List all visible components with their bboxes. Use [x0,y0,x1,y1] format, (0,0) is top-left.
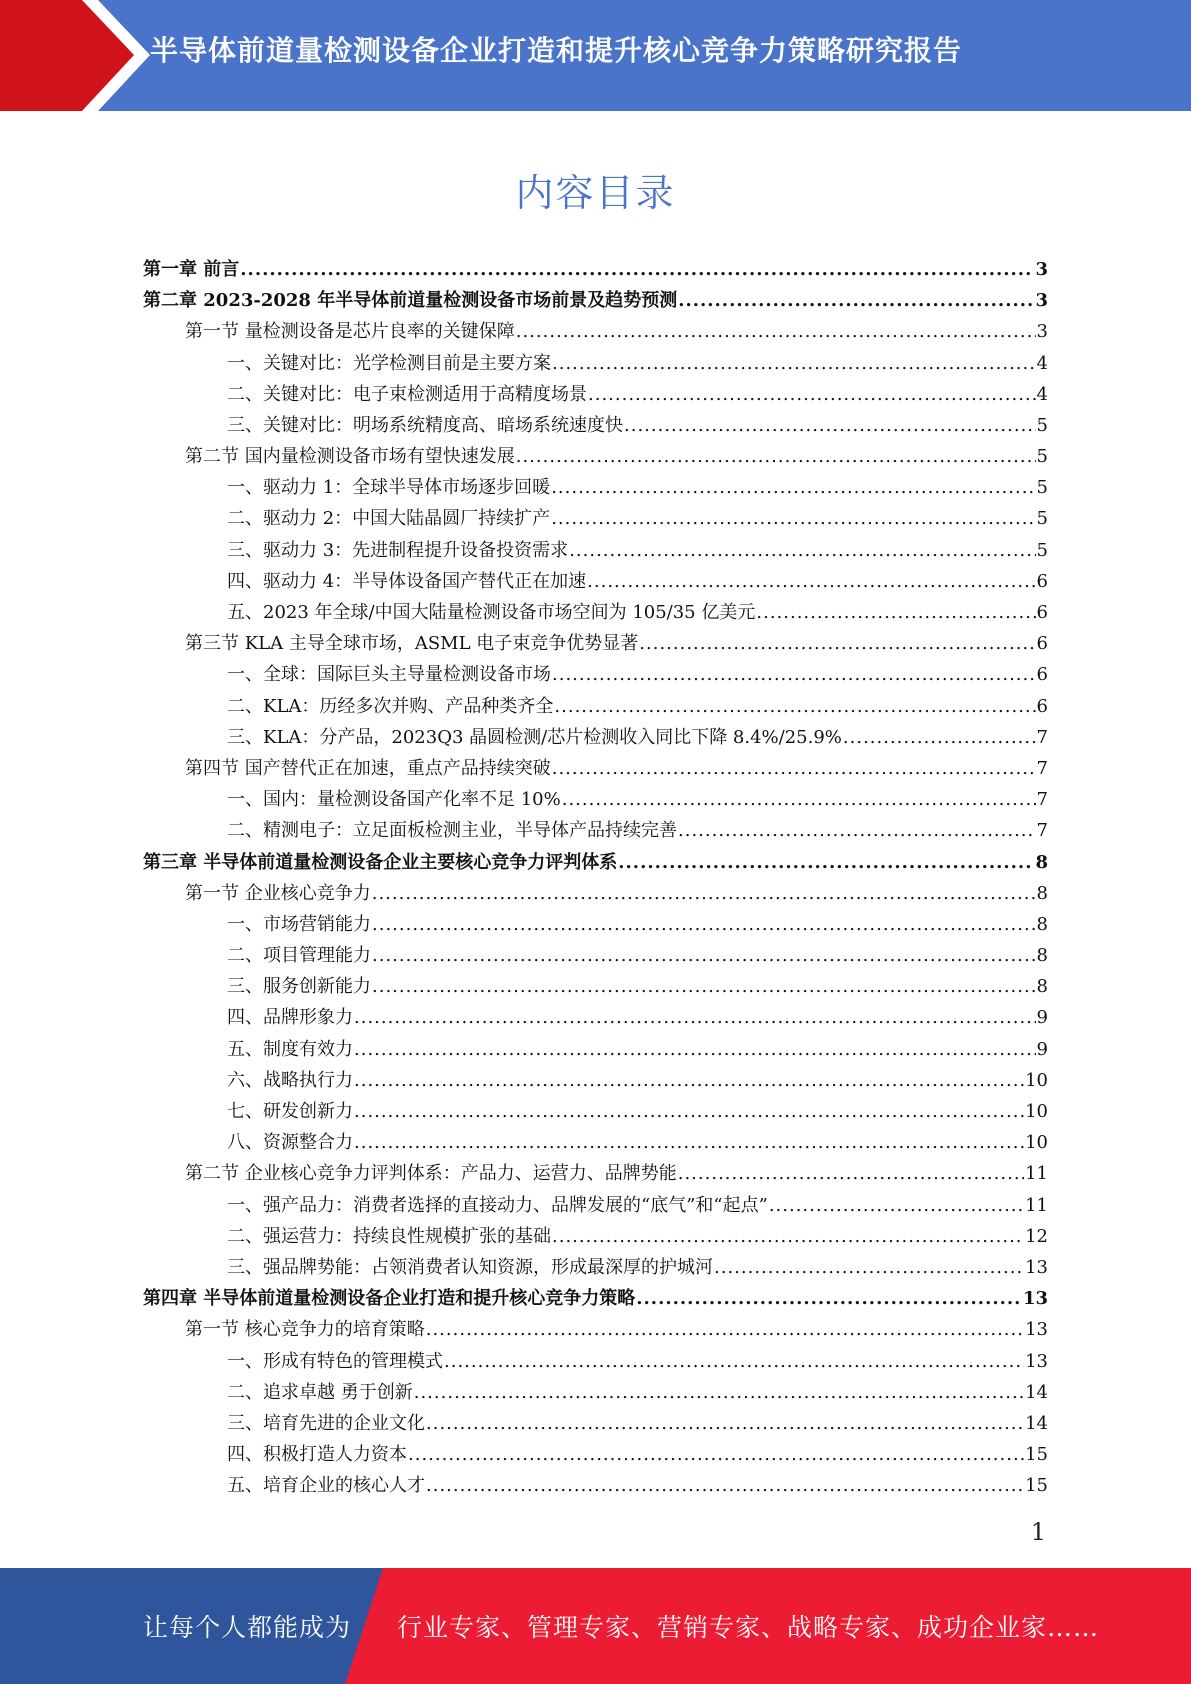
toc-dot-leader [354,1065,1024,1096]
toc-entry-label: 四、驱动力 4：半导体设备国产替代正在加速 [227,570,587,592]
toc-entry-page: 3 [1036,321,1048,343]
toc-entry-page: 10 [1025,1101,1048,1123]
toc-entry-page: 13 [1025,1319,1048,1341]
toc-entry[interactable] [143,1003,1048,1034]
toc-entry-page: 7 [1036,757,1048,779]
toc-entry[interactable] [143,909,1048,940]
toc-entry[interactable] [143,1346,1048,1377]
toc-entry-page: 5 [1036,539,1048,561]
toc-entry[interactable] [143,1034,1048,1065]
toc-dot-leader [843,722,1036,753]
toc-entry-page: 15 [1025,1444,1048,1466]
toc-entry-page: 14 [1025,1412,1048,1434]
toc-dot-leader [618,847,1034,878]
toc-entry-label: 二、KLA：历经多次并购、产品种类齐全 [227,695,554,717]
toc-dot-leader [552,348,1036,379]
toc-entry-page: 8 [1035,851,1048,873]
toc-entry-page: 12 [1025,1225,1048,1247]
toc-entry-page: 5 [1036,446,1048,468]
toc-entry-label: 第三节 KLA 主导全球市场，ASML 电子束竞争优势显著 [185,633,639,655]
toc-entry-page: 13 [1022,1288,1048,1310]
toc-entry-label: 三、强品牌势能：占领消费者认知资源，形成最深厚的护城河 [227,1256,713,1278]
toc-entry-page: 8 [1036,882,1048,904]
toc-entry[interactable] [143,597,1048,628]
toc-entry-label: 一、国内：量检测设备国产化率不足 10% [227,789,561,811]
toc-dot-leader [714,1252,1024,1283]
toc-dot-leader [426,1314,1024,1345]
toc-entry-label: 二、关键对比：电子束检测适用于高精度场景 [227,383,587,405]
toc-entry-page: 8 [1036,913,1048,935]
toc-entry-page: 6 [1036,602,1048,624]
toc-entry[interactable] [143,1065,1048,1096]
toc-entry[interactable] [143,1158,1048,1189]
toc-entry-label: 三、服务创新能力 [227,976,371,998]
toc-dot-leader [354,1034,1036,1065]
toc-entry[interactable] [143,815,1048,846]
toc-entry-page: 4 [1036,352,1048,374]
toc-entry-label: 一、关键对比：光学检测目前是主要方案 [227,352,551,374]
toc-entry[interactable] [143,504,1048,535]
toc-dot-leader [426,1408,1024,1439]
toc-entry[interactable] [143,285,1048,316]
toc-entry-page: 11 [1025,1194,1048,1216]
toc-heading: 内容目录 [515,171,676,215]
toc-dot-leader [372,909,1036,940]
toc-entry-label: 五、制度有效力 [227,1038,353,1060]
toc-entry[interactable] [143,316,1048,347]
toc-entry[interactable] [143,722,1048,753]
toc-entry-page: 13 [1025,1350,1048,1372]
toc-entry-label: 四、积极打造人力资本 [227,1444,407,1466]
toc-entry-label: 第三章 半导体前道量检测设备企业主要核心竞争力评判体系 [143,851,618,873]
toc-dot-leader [636,1283,1022,1314]
toc-entry-page: 11 [1025,1163,1048,1185]
toc-entry-page: 7 [1036,789,1048,811]
toc-entry-label: 第一章 前言 [143,258,240,280]
page-number: 1 [1030,1518,1046,1546]
toc-entry[interactable] [143,1096,1048,1127]
toc-entry[interactable] [143,254,1048,285]
report-title: 半导体前道量检测设备企业打造和提升核心竞争力策略研究报告 [150,34,963,67]
toc-entry-page: 8 [1036,976,1048,998]
toc-dot-leader [562,784,1036,815]
toc-entry-label: 第一节 核心竞争力的培育策略 [185,1319,425,1341]
footer-banner [0,1568,1191,1684]
toc-entry-page: 10 [1025,1069,1048,1091]
toc-entry-label: 二、强运营力：持续良性规模扩张的基础 [227,1225,551,1247]
toc-entry-label: 三、驱动力 3：先进制程提升设备投资需求 [227,539,569,561]
toc-entry-label: 第二节 企业核心竞争力评判体系：产品力、运营力、品牌势能 [185,1163,677,1185]
toc-dot-leader [552,753,1036,784]
toc-entry-label: 八、资源整合力 [227,1132,353,1154]
toc-entry[interactable] [143,691,1048,722]
toc-dot-leader [756,597,1035,628]
toc-entry[interactable] [143,1190,1048,1221]
toc-dot-leader [554,691,1035,722]
toc-dot-leader [678,815,1036,846]
toc-entry-page: 15 [1025,1475,1048,1497]
toc-entry-page: 13 [1025,1256,1048,1278]
toc-entry-label: 一、全球：国际巨头主导量检测设备市场 [227,664,551,686]
toc-entry[interactable] [143,348,1048,379]
toc-entry[interactable] [143,878,1048,909]
toc-entry-label: 第四节 国产替代正在加速，重点产品持续突破 [185,757,551,779]
toc-dot-leader [426,1470,1024,1501]
toc-entry[interactable] [143,784,1048,815]
toc-dot-leader [444,1346,1024,1377]
toc-entry-page: 7 [1036,820,1048,842]
toc-dot-leader [678,285,1034,316]
toc-dot-leader [588,379,1036,410]
toc-dot-leader [372,940,1036,971]
toc-dot-leader [516,441,1036,472]
toc-entry[interactable] [143,1127,1048,1158]
toc-entry-label: 第一节 企业核心竞争力 [185,882,371,904]
toc-dot-leader [678,1158,1024,1189]
toc-dot-leader [354,1127,1024,1158]
toc-entry-label: 七、研发创新力 [227,1101,353,1123]
footer-slogan-right: 行业专家、管理专家、营销专家、战略专家、成功企业家…… [397,1613,1100,1642]
toc-dot-leader [569,535,1035,566]
toc-entry-page: 6 [1036,570,1048,592]
toc-entry[interactable] [143,1252,1048,1283]
toc-entry[interactable] [143,535,1048,566]
toc-dot-leader [354,1096,1024,1127]
toc-entry-label: 五、培育企业的核心人才 [227,1475,425,1497]
toc-entry[interactable] [143,1283,1048,1314]
toc-entry[interactable] [143,847,1048,878]
toc-dot-leader [408,1439,1024,1470]
toc-entry-label: 一、驱动力 1：全球半导体市场逐步回暖 [227,477,551,499]
toc-entry-label: 二、精测电子：立足面板检测主业，半导体产品持续完善 [227,820,677,842]
toc-entry-page: 6 [1036,695,1048,717]
toc-entry[interactable] [143,379,1048,410]
toc-entry[interactable] [143,1470,1048,1501]
toc-entry-page: 8 [1036,945,1048,967]
toc-entry-page: 5 [1036,414,1048,436]
toc-entry[interactable] [143,566,1048,597]
toc-entry-page: 9 [1036,1038,1048,1060]
toc-entry-page: 7 [1036,726,1048,748]
toc-entry[interactable] [143,410,1048,441]
toc-entry-page: 4 [1036,383,1048,405]
toc-entry[interactable] [143,753,1048,784]
toc-entry[interactable] [143,1314,1048,1345]
toc-entry-label: 五、2023 年全球/中国大陆量检测设备市场空间为 105/35 亿美元 [227,602,756,624]
toc-dot-leader [624,410,1036,441]
toc-entry[interactable] [143,472,1048,503]
toc-entry-label: 第二章 2023-2028 年半导体前道量检测设备市场前景及趋势预测 [143,290,678,312]
toc-entry-page: 14 [1025,1381,1048,1403]
toc-entry[interactable] [143,628,1048,659]
toc-dot-leader [354,1002,1036,1033]
toc-entry-page: 3 [1035,258,1048,280]
toc-entry-label: 四、品牌形象力 [227,1007,353,1029]
table-of-contents [143,254,1048,1502]
toc-entry-label: 六、战略执行力 [227,1069,353,1091]
footer-slogan-left: 让每个人都能成为 [143,1613,352,1642]
toc-entry-page: 6 [1036,633,1048,655]
toc-entry-page: 5 [1036,477,1048,499]
toc-entry-label: 一、强产品力：消费者选择的直接动力、品牌发展的“底气”和“起点” [227,1194,768,1216]
toc-dot-leader [587,566,1035,597]
toc-dot-leader [240,254,1034,285]
toc-entry[interactable] [143,1377,1048,1408]
toc-entry-label: 二、项目管理能力 [227,945,371,967]
toc-entry-label: 三、关键对比：明场系统精度高、暗场系统速度快 [227,414,623,436]
toc-entry-page: 9 [1036,1007,1048,1029]
toc-entry-label: 第四章 半导体前道量检测设备企业打造和提升核心竞争力策略 [143,1288,636,1310]
toc-entry-label: 第一节 量检测设备是芯片良率的关键保障 [185,321,515,343]
toc-entry-label: 三、培育先进的企业文化 [227,1412,425,1434]
toc-entry[interactable] [143,1439,1048,1470]
toc-entry[interactable] [143,1408,1048,1439]
toc-entry-label: 第二节 国内量检测设备市场有望快速发展 [185,446,515,468]
toc-entry-page: 6 [1036,664,1048,686]
toc-entry-page: 3 [1035,290,1048,312]
toc-entry-label: 一、形成有特色的管理模式 [227,1350,443,1372]
toc-entry-label: 三、KLA：分产品，2023Q3 晶圆检测/芯片检测收入同比下降 8.4%/25.9% [227,726,842,748]
toc-dot-leader [552,1221,1024,1252]
toc-dot-leader [552,659,1036,690]
toc-entry-label: 一、市场营销能力 [227,913,371,935]
toc-entry-page: 10 [1025,1132,1048,1154]
header-banner [0,0,1191,111]
toc-dot-leader [551,472,1035,503]
toc-entry[interactable] [143,659,1048,690]
toc-dot-leader [639,628,1035,659]
toc-entry-label: 二、驱动力 2：中国大陆晶圆厂持续扩产 [227,508,551,530]
toc-entry[interactable] [143,940,1048,971]
toc-entry[interactable] [143,1221,1048,1252]
toc-dot-leader [516,316,1036,347]
toc-dot-leader [372,878,1036,909]
toc-entry[interactable] [143,971,1048,1002]
toc-dot-leader [769,1190,1024,1221]
toc-dot-leader [551,503,1035,534]
toc-entry-page: 5 [1036,508,1048,530]
toc-entry-label: 二、追求卓越 勇于创新 [227,1381,413,1403]
toc-dot-leader [414,1377,1024,1408]
toc-entry[interactable] [143,441,1048,472]
toc-dot-leader [372,971,1036,1002]
